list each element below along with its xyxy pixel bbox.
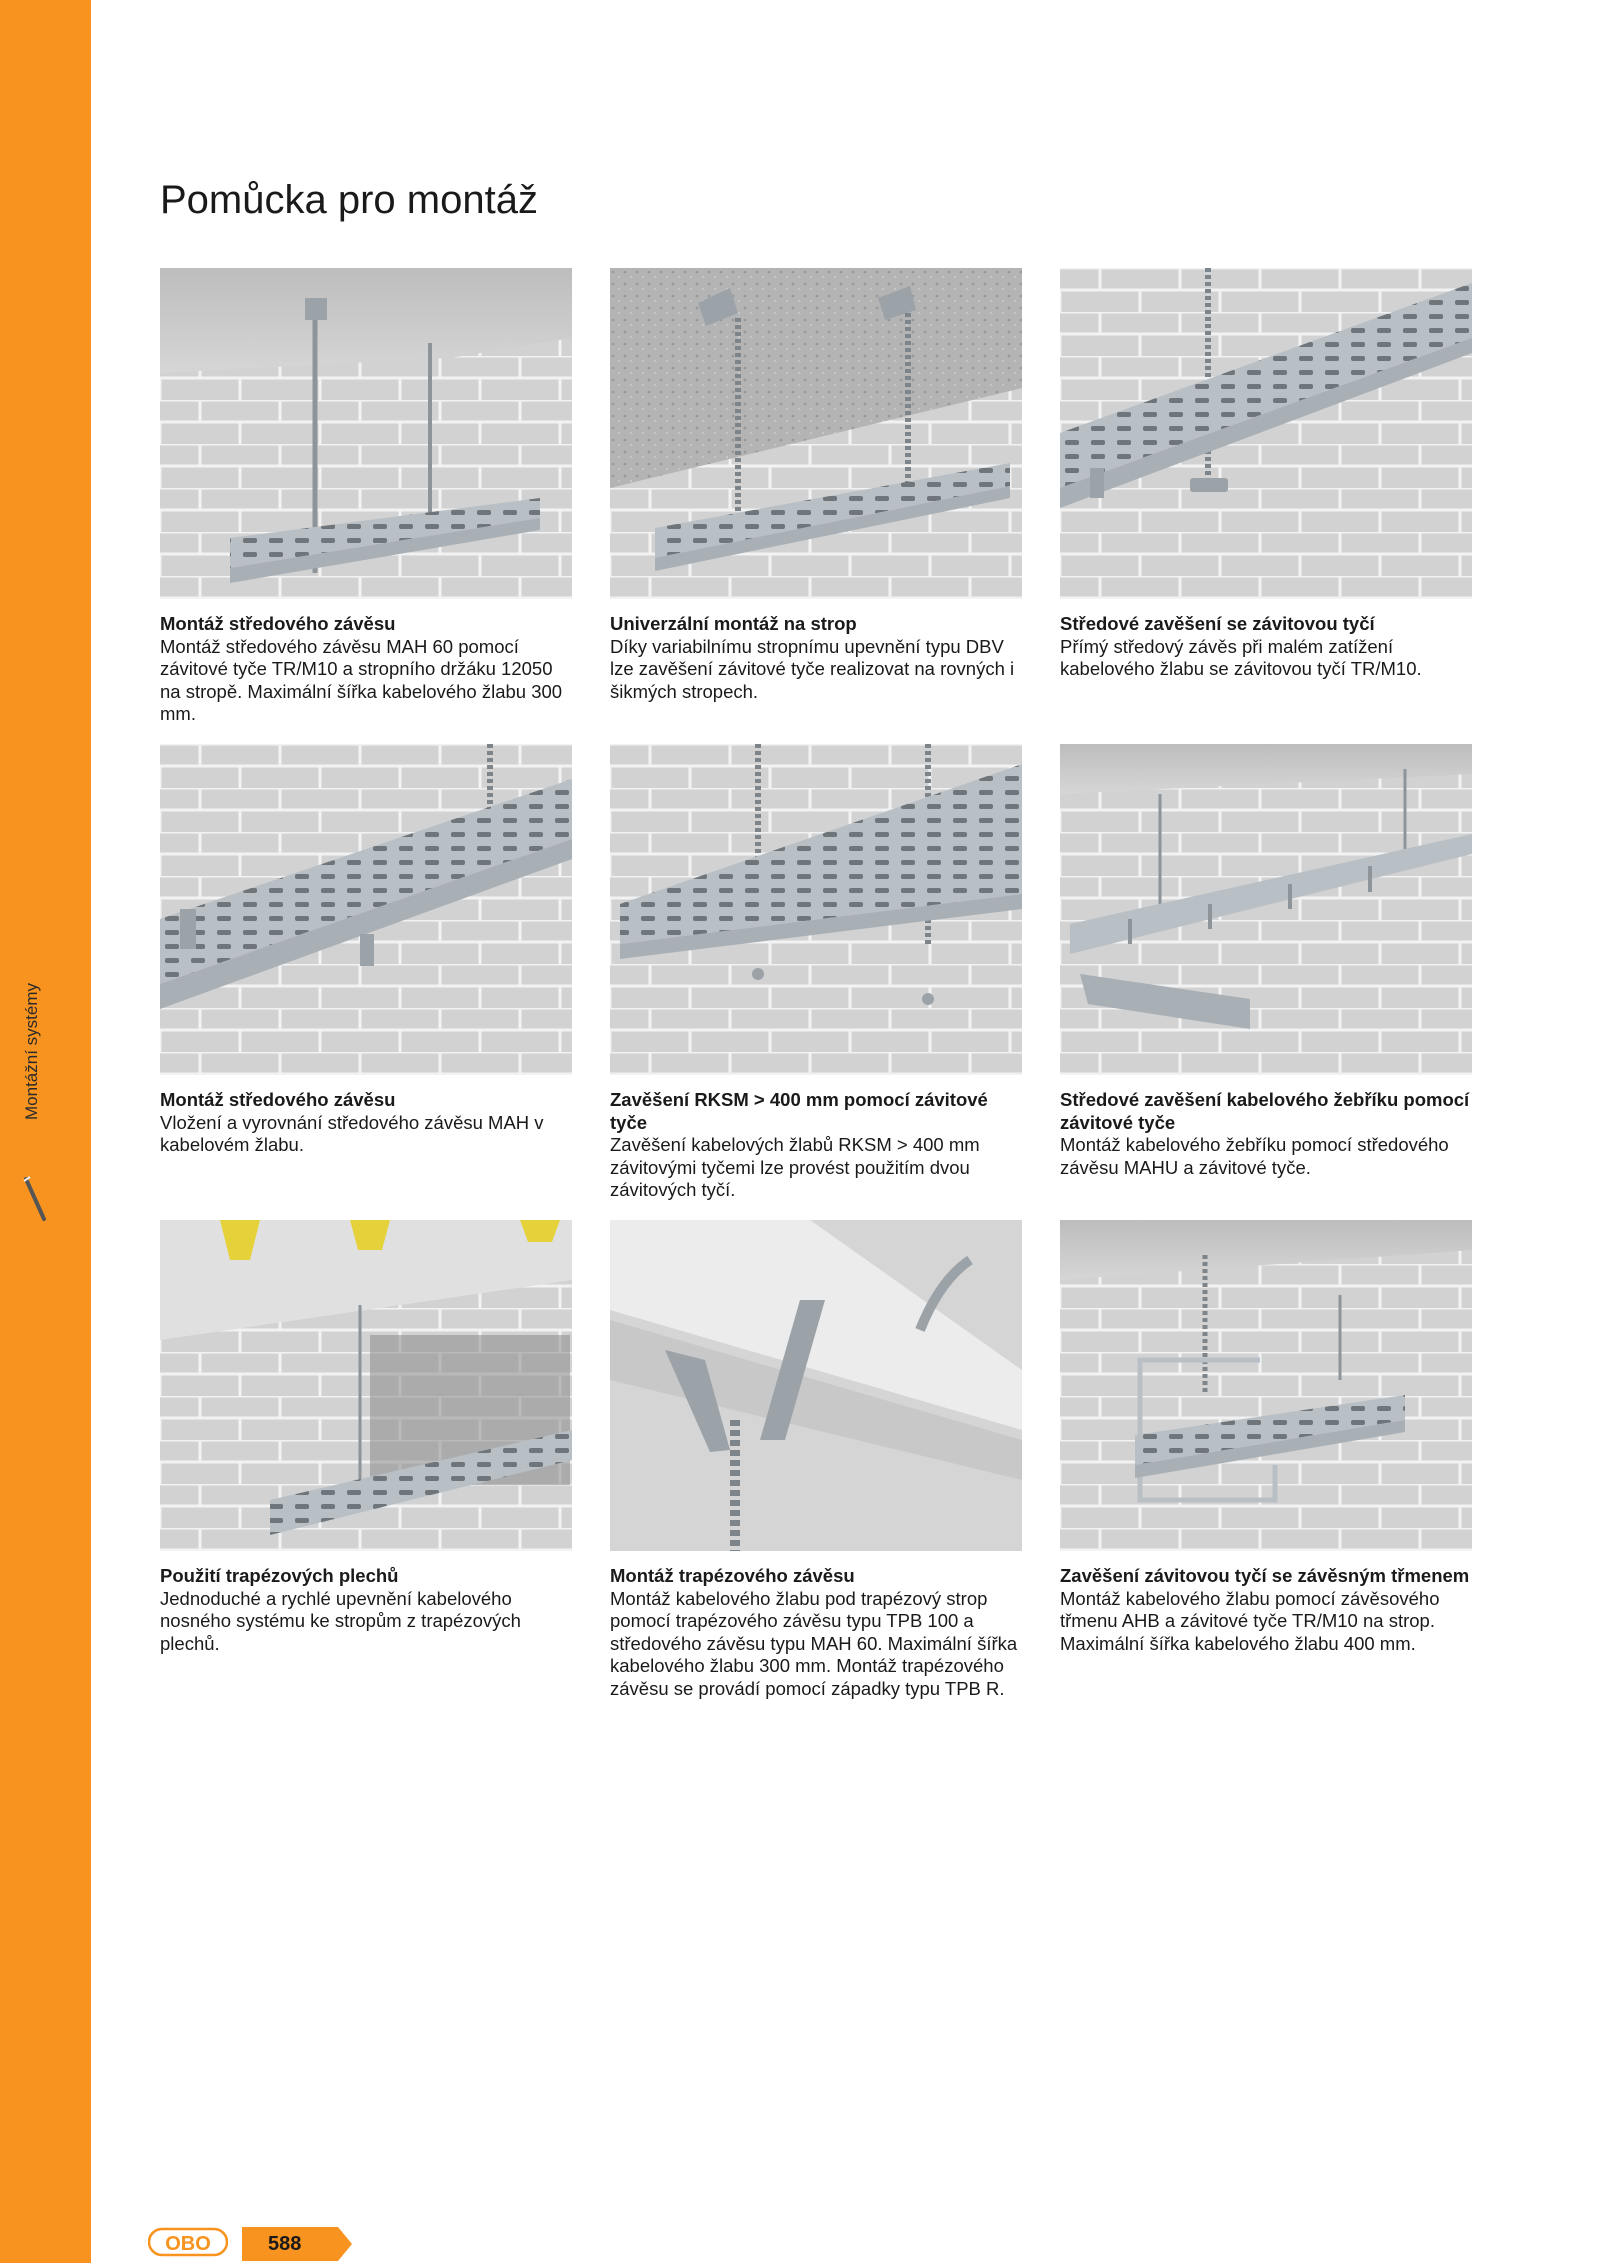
card-text: Jednoduché a rychlé upevnění kabelového nosného systému ke stropům z trapézových plechů. — [160, 1587, 521, 1654]
obo-logo — [148, 2225, 228, 2259]
cable-tray-center-hanger-photo — [160, 268, 572, 599]
card-title: Zavěšení RKSM > 400 mm pomocí závitové tyče — [610, 1089, 988, 1133]
rksm-two-threaded-rods-photo — [610, 744, 1022, 1075]
card-text: Montáž kabelového žebříku pomocí středového závěsu MAHU a závitové tyče. — [1060, 1134, 1449, 1178]
tool-icon — [20, 1175, 50, 1225]
guide-card — [610, 744, 1022, 1202]
card-title: Univerzální montáž na strop — [610, 613, 857, 634]
guide-card — [1060, 268, 1472, 681]
guide-card — [610, 268, 1022, 703]
guide-card — [160, 744, 572, 1157]
card-text: Montáž kabelového žlabu pod trapézový strop pomocí trapézového závěsu typu TPB 100 a středového závěsu typu MAH 60. Maximální šířka kabelového žlabu 300 mm. Montáž trapézového závěsu se provádí pomocí západky typu TPB R. — [610, 1587, 1018, 1699]
card-text: Montáž středového závěsu MAH 60 pomocí závitové tyče TR/M10 a stropního držáku 12050 na stropě. Maximální šířka kabelového žlabu 300 mm. — [160, 635, 563, 724]
universal-ceiling-mount-photo — [610, 268, 1022, 599]
card-title: Montáž trapézového závěsu — [610, 1565, 855, 1586]
guide-card — [160, 1220, 572, 1655]
trapezoidal-hanger-closeup-photo — [610, 1220, 1022, 1551]
mounting-guide-grid — [160, 268, 1472, 1768]
center-hanger-insertion-photo — [160, 744, 572, 1075]
center-suspension-threaded-rod-photo — [1060, 268, 1472, 599]
card-title: Montáž středového závěsu — [160, 1089, 396, 1110]
side-accent-bar — [0, 0, 91, 2263]
card-text: Zavěšení kabelových žlabů RKSM > 400 mm závitovými tyčemi lze provést použitím dvou závitových tyčí. — [610, 1134, 980, 1200]
cable-ladder-center-suspension-photo — [1060, 744, 1472, 1075]
card-title: Středové zavěšení kabelového žebříku pomocí závitové tyče — [1060, 1089, 1470, 1133]
guide-card — [1060, 744, 1472, 1179]
guide-card — [610, 1220, 1022, 1700]
page-number-tab — [242, 2227, 352, 2261]
trapezoidal-sheet-mount-photo — [160, 1220, 572, 1551]
card-text: Vložení a vyrovnání středového závěsu MAH v kabelovém žlabu. — [160, 1111, 544, 1155]
threaded-rod-stirrup-photo — [1060, 1220, 1472, 1551]
card-title: Použití trapézových plechů — [160, 1565, 399, 1586]
card-title: Zavěšení závitovou tyčí se závěsným třmenem — [1060, 1565, 1470, 1586]
obo-logo-text: OBO — [165, 2233, 211, 2255]
page-title: Pomůcka pro montáž — [160, 178, 538, 222]
card-text: Montáž kabelového žlabu pomocí závěsového třmenu AHB a závitové tyče TR/M10 na strop. Maximální šířka kabelového žlabu 400 mm. — [1060, 1587, 1440, 1654]
guide-card — [160, 268, 572, 726]
card-text: Přímý středový závěs při malém zatížení kabelového žlabu se závitovou tyčí TR/M10. — [1060, 635, 1422, 679]
page-number: 588 — [268, 2233, 302, 2255]
guide-card — [1060, 1220, 1472, 1655]
card-title: Středové zavěšení se závitovou tyčí — [1060, 613, 1375, 634]
card-title: Montáž středového závěsu — [160, 613, 396, 634]
section-side-label: Montážní systémy — [22, 983, 41, 1120]
card-text: Díky variabilnímu stropnímu upevnění typu DBV lze zavěšení závitové tyče realizovat na rovných i šikmých stropech. — [610, 635, 1015, 702]
